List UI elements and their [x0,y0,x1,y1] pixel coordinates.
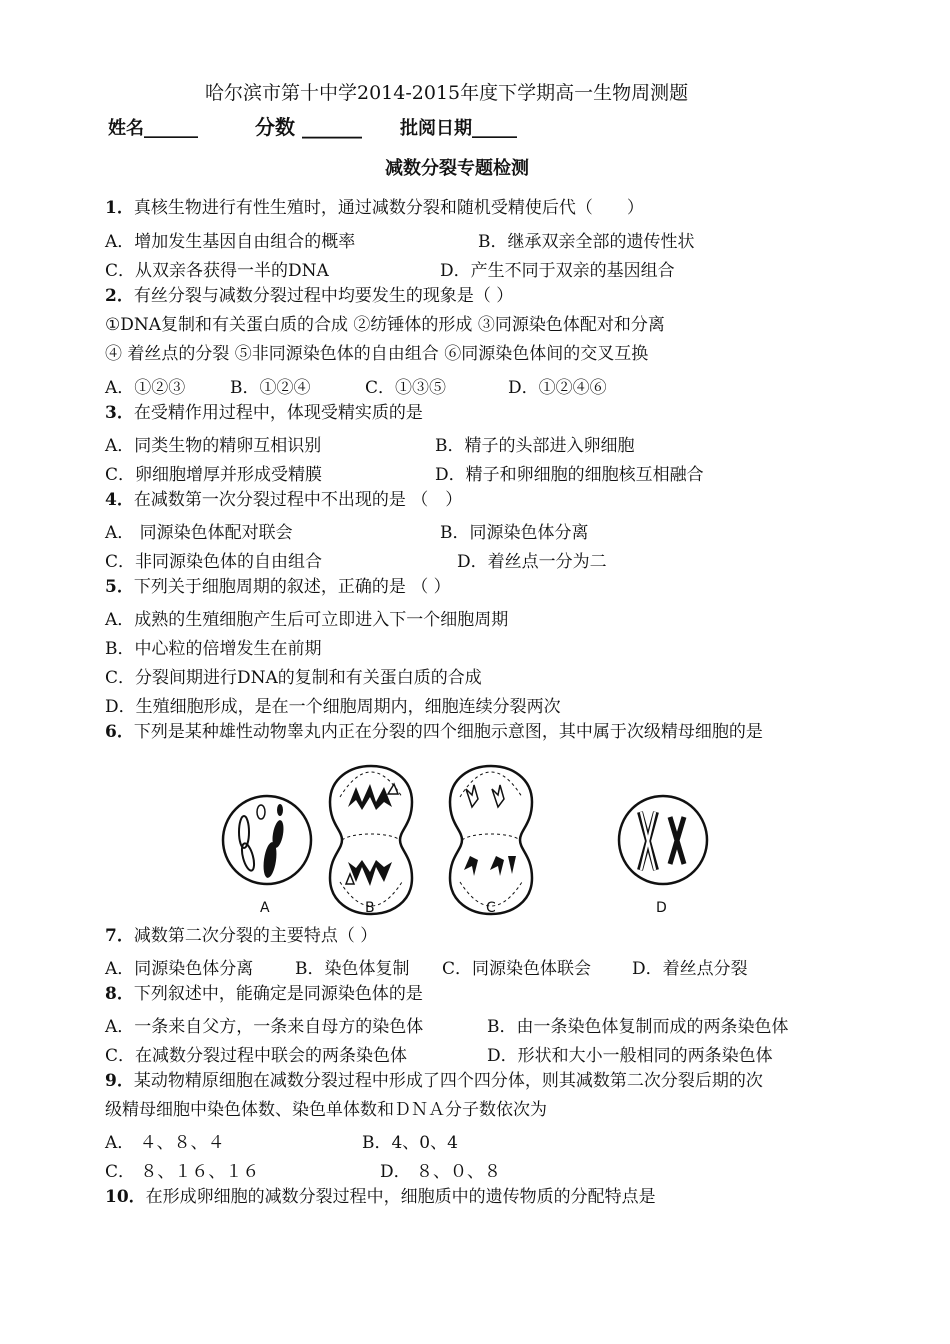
question-4 [105,489,462,511]
q9-stem-continued: 级精母细胞中染色体数、染色单体数和ＤＮＡ分子数依次为 [105,1100,547,1120]
question-stem: 下列关于细胞周期的叙述，正确的是 （ ） [133,577,451,597]
q5-option-a: A．成熟的生殖细胞产生后可立即进入下一个细胞周期 [105,610,509,630]
question-stem: 在受精作用过程中，体现受精实质的是 [133,403,423,423]
question-5 [105,576,451,598]
cell-c [450,766,532,914]
question-number: 5． [105,577,134,597]
question-6 [105,721,763,743]
q4-option-c: C．非同源染色体的自由组合 [105,552,323,572]
question-8 [105,983,423,1005]
q2-statements-1: ①DNA复制和有关蛋白质的合成 ②纺锤体的形成 ③同源染色体配对和分离 [105,315,665,335]
q9-option-c: C． ８、１６、１６ [105,1162,260,1182]
cell-d-label: D [656,900,667,916]
question-7 [105,925,377,947]
q8-option-a: A．一条来自父方，一条来自母方的染色体 [105,1017,424,1037]
page-title: 哈尔滨市第十中学2014-2015年度下学期高一生物周测题 [205,82,689,104]
question-3 [105,402,423,424]
cell-a [223,796,311,884]
q3-option-d: D．精子和卵细胞的细胞核互相融合 [435,465,704,485]
q8-option-b: B．由一条染色体复制而成的两条染色体 [487,1017,789,1037]
q7-option-b: B．染色体复制 [295,959,410,979]
q9-option-d: D． ８、０、８ [380,1162,502,1182]
q1-option-d: D．产生不同于双亲的基因组合 [440,261,675,281]
q7-option-d: D．着丝点分裂 [632,959,748,979]
q3-option-a: A．同类生物的精卵互相识别 [105,436,322,456]
cell-d [619,796,707,884]
cell-division-figure [100,752,740,922]
question-stem: 下列是某种雄性动物睾丸内正在分裂的四个细胞示意图，其中属于次级精母细胞的是 [133,722,763,742]
q7-option-a: A．同源染色体分离 [105,959,254,979]
q1-option-b: B．继承双亲全部的遗传性状 [478,232,695,252]
cell-c-label: C [486,900,496,916]
question-number: 2． [105,286,134,306]
question-2 [105,285,513,307]
q5-option-c: C．分裂间期进行DNA的复制和有关蛋白质的合成 [105,668,482,688]
question-number: 8． [105,984,134,1004]
q2-statements-2: ④ 着丝点的分裂 ⑤非同源染色体的自由组合 ⑥同源染色体间的交叉互换 [105,344,649,364]
question-number: 10． [105,1187,146,1207]
q1-option-c: C．从双亲各获得一半的DNA [105,261,329,281]
score-field: 分数 ______ [255,115,362,139]
question-stem: 有丝分裂与减数分裂过程中均要发生的现象是（ ） [133,286,514,306]
q4-option-d: D．着丝点一分为二 [457,552,607,572]
q2-option-d: D．①②④⑥ [508,378,607,398]
question-stem: 减数第二次分裂的主要特点（ ） [133,926,378,946]
cell-b-label: B [365,900,375,916]
question-stem: 在减数第一次分裂过程中不出现的是 （ ） [133,490,463,510]
q3-option-c: C．卵细胞增厚并形成受精膜 [105,465,323,485]
q9-option-b: B．4、0、4 [362,1133,458,1153]
q1-option-a: A．增加发生基因自由组合的概率 [105,232,356,252]
q4-option-a: A． 同源染色体配对联会 [105,523,293,543]
q8-option-c: C．在减数分裂过程中联会的两条染色体 [105,1046,408,1066]
name-field: 姓名______ [108,118,198,139]
question-number: 9． [105,1071,134,1091]
question-number: 4． [105,490,134,510]
question-10 [105,1186,656,1208]
q4-option-b: B．同源染色体分离 [440,523,589,543]
question-number: 3． [105,403,134,423]
q2-option-c: C．①③⑤ [365,378,447,398]
q3-option-b: B．精子的头部进入卵细胞 [435,436,635,456]
review-date-field: 批阅日期_____ [400,118,517,139]
q5-option-b: B．中心粒的倍增发生在前期 [105,639,322,659]
q2-option-a: A．①②③ [105,378,186,398]
q5-option-d: D．生殖细胞形成，是在一个细胞周期内，细胞连续分裂两次 [105,697,561,717]
question-1 [105,197,644,219]
question-stem: 真核生物进行有性生殖时，通过减数分裂和随机受精使后代（ ） [133,198,644,218]
q7-option-c: C．同源染色体联会 [442,959,592,979]
q8-option-d: D．形状和大小一般相同的两条染色体 [487,1046,773,1066]
question-number: 6． [105,722,134,742]
question-stem: 某动物精原细胞在减数分裂过程中形成了四个四分体，则其减数第二次分裂后期的次 [133,1071,763,1091]
section-title: 减数分裂专题检测 [385,158,529,179]
question-9 [105,1070,763,1092]
question-number: 7． [105,926,134,946]
cell-a-label: A [260,900,270,916]
cell-b [330,766,412,914]
q2-option-b: B．①②④ [230,378,311,398]
question-stem: 在形成卵细胞的减数分裂过程中，细胞质中的遗传物质的分配特点是 [145,1187,656,1207]
q9-option-a: A． ４、８、４ [105,1133,225,1153]
question-stem: 下列叙述中，能确定是同源染色体的是 [133,984,423,1004]
question-number: 1． [105,198,134,218]
